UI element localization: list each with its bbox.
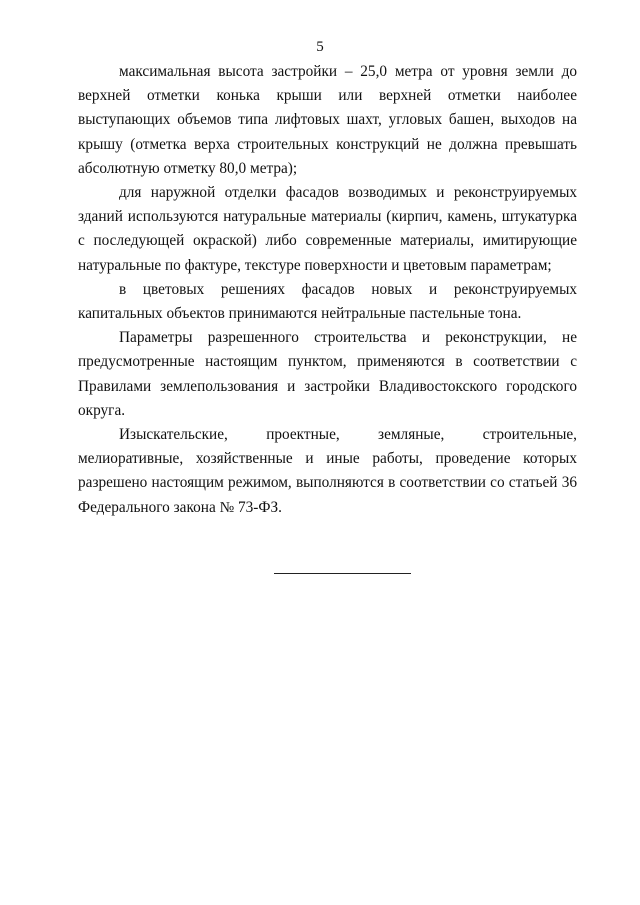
paragraph-permitted-works: Изыскательские, проектные, земляные, строительные, мелиоративные, хозяйственные и иные работы, проведение которых разрешено настоящим режимом, выполняются в соответствии со статьей 36 Федерального закона № 73-ФЗ. <box>78 426 577 516</box>
document-body <box>78 60 577 520</box>
page-number: 5 <box>316 39 324 55</box>
end-separator-line <box>274 573 411 574</box>
paragraph-facade-colors: в цветовых решениях фасадов новых и реконструируемых капитальных объектов принимаются нейтральные пастельные тона. <box>78 280 577 323</box>
paragraph-construction-parameters: Параметры разрешенного строительства и реконструкции, не предусмотренные настоящим пунктом, применяются в соответствии с Правилами землепользования и застройки Владивостокского городского округа. <box>78 329 577 419</box>
paragraph-max-building-height: максимальная высота застройки – 25,0 метра от уровня земли до верхней отметки конька крыши или верхней отметки наиболее выступающих объемов типа лифтовых шахт, угловых башен, выходов на крышу (отметка верха строительных конструкций не должна превышать абсолютную отметку 80,0 метра); <box>78 63 577 177</box>
paragraph-facade-materials: для наружной отделки фасадов возводимых и реконструируемых зданий используются натуральные материалы (кирпич, камень, штукатурка с последующей окраской) либо современные материалы, имитирующие натуральные по фактуре, текстуре поверхности и цветовым параметрам; <box>78 184 577 274</box>
